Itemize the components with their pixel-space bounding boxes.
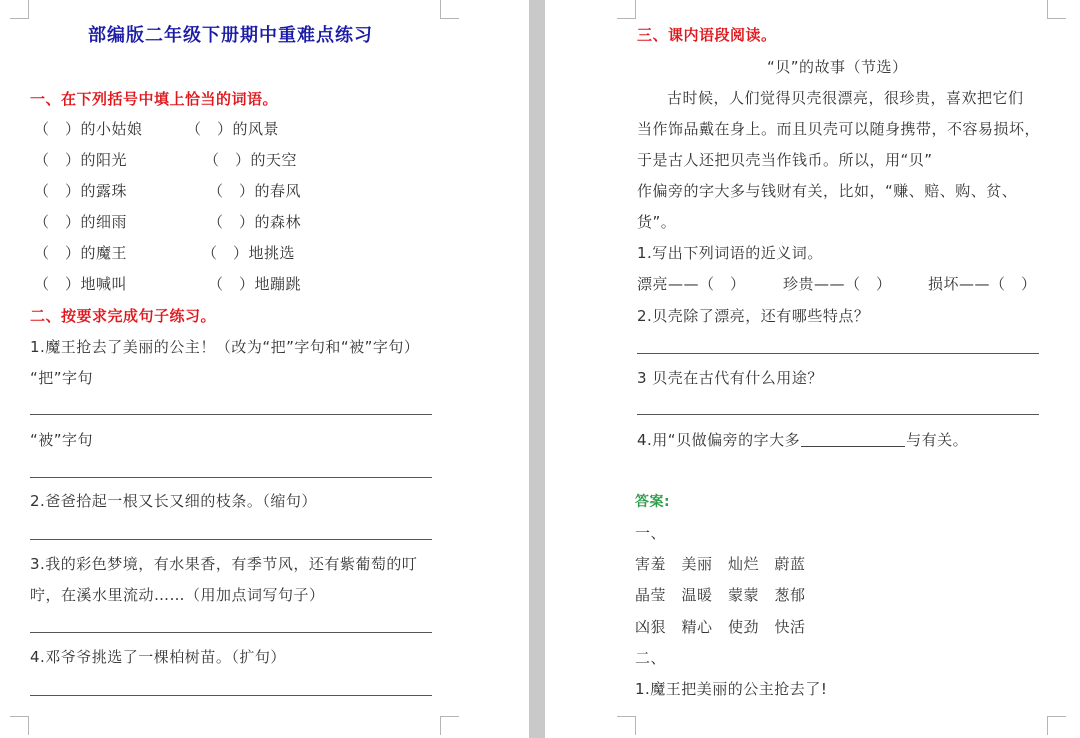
question-4-suffix: 与有关。 xyxy=(906,431,969,449)
passage-line: 作偏旁的字大多与钱财有关，比如，“赚、赔、购、贫、 xyxy=(637,182,1018,200)
reading-question-1: 1.写出下列词语的近义词。 xyxy=(637,244,823,262)
passage-line: 古时候，人们觉得贝壳很漂亮，很珍贵，喜欢把它们 xyxy=(667,89,1024,107)
crop-mark xyxy=(617,0,636,19)
answer-line xyxy=(30,539,432,540)
reading-question-3: 3 贝壳在古代有什么用途？ xyxy=(637,369,823,387)
fill-item: （ ）地挑选 xyxy=(202,244,296,262)
answer-line xyxy=(637,353,1039,354)
answer-line xyxy=(30,477,432,478)
ba-sentence-label: “把”字句 xyxy=(30,369,94,387)
question-4: 4.邓爷爷挑选了一棵柏树苗。（扩句） xyxy=(30,648,286,666)
question-3-line-2: 咛，在溪水里流动……（用加点词写句子） xyxy=(30,586,325,604)
crop-mark xyxy=(440,716,459,735)
synonym-item: 漂亮——（ ） xyxy=(637,275,746,293)
fill-item: （ ）的风景 xyxy=(186,120,280,138)
fill-item: （ ）的细雨 xyxy=(34,213,128,231)
crop-mark xyxy=(10,716,29,735)
answer-row: 1.魔王把美丽的公主抢去了! xyxy=(635,680,828,698)
crop-mark xyxy=(1047,716,1066,735)
reading-question-4 xyxy=(637,430,968,450)
synonym-item: 珍贵——（ ） xyxy=(783,275,892,293)
page-title: 部编版二年级下册期中重难点练习 xyxy=(88,25,373,46)
answers-part-1-label: 一、 xyxy=(635,524,667,542)
question-2: 2.爸爸拾起一根又长又细的枝条。（缩句） xyxy=(30,492,317,510)
crop-mark xyxy=(10,0,29,19)
left-page xyxy=(0,0,529,738)
fill-item: （ ）的天空 xyxy=(204,151,298,169)
fill-item: （ ）的魔王 xyxy=(34,244,128,262)
reading-question-2: 2.贝壳除了漂亮，还有哪些特点？ xyxy=(637,307,870,325)
fill-item: （ ）的森林 xyxy=(208,213,302,231)
question-3-line-1: 3.我的彩色梦境，有水果香，有季节风，还有紫葡萄的叮 xyxy=(30,555,418,573)
fill-item: （ ）地喊叫 xyxy=(34,275,128,293)
answer-row: 害羞 美丽 灿烂 蔚蓝 xyxy=(635,555,806,573)
synonym-item: 损坏——（ ） xyxy=(928,275,1037,293)
question-1: 1.魔王抢去了美丽的公主！（改为“把”字句和“被”字句） xyxy=(30,338,420,356)
answers-part-2-label: 二、 xyxy=(635,649,667,667)
answer-line xyxy=(30,414,432,415)
answers-heading: 答案: xyxy=(635,494,671,510)
answer-row: 凶狠 精心 使劲 快活 xyxy=(635,618,806,636)
answer-row: 晶莹 温暖 蒙蒙 葱郁 xyxy=(635,586,806,604)
passage-line: 当作饰品戴在身上。而且贝壳可以随身携带，不容易损坏， xyxy=(637,120,1041,138)
fill-item: （ ）的阳光 xyxy=(34,151,128,169)
answer-line xyxy=(30,632,432,633)
fill-item: （ ）的露珠 xyxy=(34,182,128,200)
fill-item: （ ）的春风 xyxy=(208,182,302,200)
passage-line: 货”。 xyxy=(637,213,677,231)
fill-item: （ ）地蹦跳 xyxy=(208,275,302,293)
section-2-heading: 二、按要求完成句子练习。 xyxy=(30,307,217,325)
answer-line xyxy=(637,414,1039,415)
fill-item: （ ）的小姑娘 xyxy=(34,120,143,138)
passage-title: “贝”的故事（节选） xyxy=(767,58,908,76)
fill-blank xyxy=(801,432,905,447)
crop-mark xyxy=(1047,0,1066,19)
bei-sentence-label: “被”字句 xyxy=(30,431,94,449)
crop-mark xyxy=(440,0,459,19)
crop-mark xyxy=(617,716,636,735)
answer-line xyxy=(30,695,432,696)
section-3-heading: 三、课内语段阅读。 xyxy=(637,26,777,44)
right-page xyxy=(545,0,1080,738)
section-1-heading: 一、在下列括号中填上恰当的词语。 xyxy=(30,90,279,108)
question-4-prefix: 4.用“贝做偏旁的字大多 xyxy=(637,431,801,449)
passage-line: 于是古人还把贝壳当作钱币。所以，用“贝” xyxy=(637,151,933,169)
